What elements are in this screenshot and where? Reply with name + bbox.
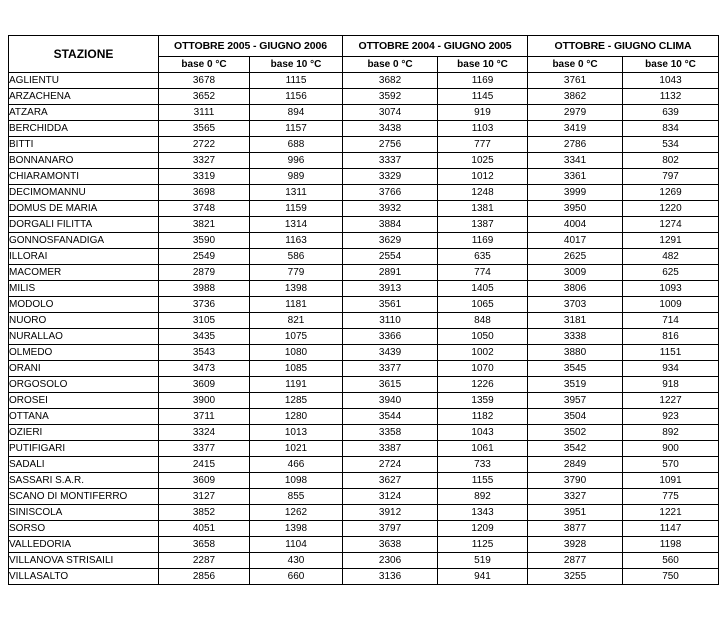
table-row: [9, 553, 719, 569]
value-clima-base10: 802: [623, 153, 719, 169]
table-row: [9, 521, 719, 537]
subheader-clima-base0: base 0 °C: [528, 57, 623, 73]
group-header-2004-2005: OTTOBRE 2004 - GIUGNO 2005: [343, 36, 528, 57]
value-clima-base10: 1198: [623, 537, 719, 553]
station-name-cell: SORSO: [9, 521, 159, 537]
value-2005-2006-base0: 2549: [159, 249, 250, 265]
value-clima-base10: 892: [623, 425, 719, 441]
value-2005-2006-base10: 1262: [250, 505, 343, 521]
value-clima-base0: 3806: [528, 281, 623, 297]
value-clima-base0: 3790: [528, 473, 623, 489]
station-name-cell: OTTANA: [9, 409, 159, 425]
value-2004-2005-base10: 519: [438, 553, 528, 569]
value-2005-2006-base10: 1398: [250, 521, 343, 537]
value-2004-2005-base10: 733: [438, 457, 528, 473]
table-header: [9, 36, 719, 73]
table-row: [9, 185, 719, 201]
station-name-cell: DOMUS DE MARIA: [9, 201, 159, 217]
value-clima-base0: 3950: [528, 201, 623, 217]
station-name-cell: SADALI: [9, 457, 159, 473]
value-2004-2005-base10: 1002: [438, 345, 528, 361]
value-2005-2006-base10: 1013: [250, 425, 343, 441]
value-2004-2005-base0: 3358: [343, 425, 438, 441]
station-name-cell: ILLORAI: [9, 249, 159, 265]
subheader-clima-base10: base 10 °C: [623, 57, 719, 73]
table-row: [9, 169, 719, 185]
station-name-cell: OZIERI: [9, 425, 159, 441]
value-clima-base10: 625: [623, 265, 719, 281]
value-2005-2006-base0: 3736: [159, 297, 250, 313]
station-name-cell: VALLEDORIA: [9, 537, 159, 553]
table-row: [9, 505, 719, 521]
value-2004-2005-base10: 1043: [438, 425, 528, 441]
value-clima-base0: 3761: [528, 73, 623, 89]
value-2005-2006-base10: 1021: [250, 441, 343, 457]
value-2005-2006-base0: 3319: [159, 169, 250, 185]
table-row: [9, 249, 719, 265]
value-clima-base10: 923: [623, 409, 719, 425]
table-row: [9, 409, 719, 425]
table-row: [9, 329, 719, 345]
value-2004-2005-base10: 1405: [438, 281, 528, 297]
value-2004-2005-base10: 635: [438, 249, 528, 265]
value-clima-base0: 3255: [528, 569, 623, 585]
value-clima-base10: 1147: [623, 521, 719, 537]
value-2005-2006-base0: 4051: [159, 521, 250, 537]
table-row: [9, 473, 719, 489]
value-clima-base10: 1269: [623, 185, 719, 201]
value-2005-2006-base10: 1157: [250, 121, 343, 137]
value-clima-base0: 3999: [528, 185, 623, 201]
value-2005-2006-base10: 660: [250, 569, 343, 585]
station-name-cell: VILLASALTO: [9, 569, 159, 585]
value-2004-2005-base0: 3136: [343, 569, 438, 585]
station-name-cell: MACOMER: [9, 265, 159, 281]
station-name-cell: MILIS: [9, 281, 159, 297]
value-2004-2005-base0: 3074: [343, 105, 438, 121]
value-2005-2006-base10: 1280: [250, 409, 343, 425]
value-clima-base0: 3502: [528, 425, 623, 441]
value-clima-base10: 900: [623, 441, 719, 457]
value-clima-base10: 775: [623, 489, 719, 505]
value-clima-base0: 3545: [528, 361, 623, 377]
value-2005-2006-base0: 3324: [159, 425, 250, 441]
value-2005-2006-base0: 3590: [159, 233, 250, 249]
station-name-cell: SASSARI S.A.R.: [9, 473, 159, 489]
table-row: [9, 233, 719, 249]
value-2004-2005-base0: 3913: [343, 281, 438, 297]
value-2004-2005-base10: 1343: [438, 505, 528, 521]
value-2005-2006-base10: 1398: [250, 281, 343, 297]
table-row: [9, 377, 719, 393]
value-clima-base0: 2979: [528, 105, 623, 121]
degree-days-table: [8, 35, 719, 585]
value-2004-2005-base0: 2756: [343, 137, 438, 153]
value-2004-2005-base0: 3627: [343, 473, 438, 489]
value-2005-2006-base0: 3652: [159, 89, 250, 105]
value-2004-2005-base10: 1050: [438, 329, 528, 345]
value-clima-base10: 639: [623, 105, 719, 121]
value-2004-2005-base10: 919: [438, 105, 528, 121]
value-2004-2005-base10: 1155: [438, 473, 528, 489]
value-2004-2005-base10: 1381: [438, 201, 528, 217]
table-row: [9, 313, 719, 329]
value-2004-2005-base10: 1103: [438, 121, 528, 137]
subheader-2004-2005-base10: base 10 °C: [438, 57, 528, 73]
table-row: [9, 569, 719, 585]
value-clima-base0: 3951: [528, 505, 623, 521]
value-2005-2006-base10: 821: [250, 313, 343, 329]
station-column-header: STAZIONE: [9, 36, 159, 73]
value-clima-base0: 3877: [528, 521, 623, 537]
table-row: [9, 425, 719, 441]
value-clima-base0: 2877: [528, 553, 623, 569]
value-2005-2006-base0: 3127: [159, 489, 250, 505]
value-2004-2005-base0: 3797: [343, 521, 438, 537]
value-2004-2005-base10: 1070: [438, 361, 528, 377]
table-row: [9, 73, 719, 89]
value-clima-base10: 714: [623, 313, 719, 329]
value-2005-2006-base10: 989: [250, 169, 343, 185]
value-clima-base10: 482: [623, 249, 719, 265]
value-2004-2005-base0: 3329: [343, 169, 438, 185]
value-2004-2005-base0: 3377: [343, 361, 438, 377]
value-clima-base0: 3327: [528, 489, 623, 505]
value-2004-2005-base0: 3932: [343, 201, 438, 217]
value-clima-base0: 4004: [528, 217, 623, 233]
value-clima-base10: 1220: [623, 201, 719, 217]
station-name-cell: BITTI: [9, 137, 159, 153]
value-clima-base10: 797: [623, 169, 719, 185]
value-clima-base0: 3928: [528, 537, 623, 553]
value-2005-2006-base0: 3473: [159, 361, 250, 377]
value-2005-2006-base0: 2722: [159, 137, 250, 153]
value-clima-base10: 1043: [623, 73, 719, 89]
value-2005-2006-base0: 3748: [159, 201, 250, 217]
value-2005-2006-base0: 3543: [159, 345, 250, 361]
table-row: [9, 153, 719, 169]
value-clima-base0: 2786: [528, 137, 623, 153]
value-2005-2006-base10: 1080: [250, 345, 343, 361]
value-2004-2005-base10: 1025: [438, 153, 528, 169]
value-clima-base10: 834: [623, 121, 719, 137]
value-clima-base10: 1227: [623, 393, 719, 409]
value-2004-2005-base0: 3682: [343, 73, 438, 89]
table-row: [9, 137, 719, 153]
value-clima-base0: 3542: [528, 441, 623, 457]
value-2004-2005-base10: 1145: [438, 89, 528, 105]
value-2004-2005-base0: 3766: [343, 185, 438, 201]
value-clima-base10: 934: [623, 361, 719, 377]
value-2005-2006-base0: 3435: [159, 329, 250, 345]
table-body: [9, 73, 719, 585]
value-clima-base10: 918: [623, 377, 719, 393]
value-2004-2005-base0: 3544: [343, 409, 438, 425]
value-2004-2005-base10: 1387: [438, 217, 528, 233]
table-row: [9, 345, 719, 361]
station-name-cell: BONNANARO: [9, 153, 159, 169]
value-clima-base10: 1091: [623, 473, 719, 489]
table-row: [9, 537, 719, 553]
value-clima-base0: 2625: [528, 249, 623, 265]
table-row: [9, 89, 719, 105]
value-2005-2006-base10: 586: [250, 249, 343, 265]
table-row: [9, 441, 719, 457]
value-clima-base10: 1274: [623, 217, 719, 233]
station-name-cell: NUORO: [9, 313, 159, 329]
value-2004-2005-base0: 2554: [343, 249, 438, 265]
value-2004-2005-base0: 3337: [343, 153, 438, 169]
value-clima-base0: 2849: [528, 457, 623, 473]
value-clima-base10: 816: [623, 329, 719, 345]
station-name-cell: ATZARA: [9, 105, 159, 121]
station-name-cell: SINISCOLA: [9, 505, 159, 521]
value-clima-base0: 3341: [528, 153, 623, 169]
value-2004-2005-base0: 3615: [343, 377, 438, 393]
value-2004-2005-base0: 3638: [343, 537, 438, 553]
group-header-2005-2006: OTTOBRE 2005 - GIUGNO 2006: [159, 36, 343, 57]
value-2004-2005-base0: 3110: [343, 313, 438, 329]
value-2004-2005-base0: 3366: [343, 329, 438, 345]
table-row: [9, 297, 719, 313]
value-2005-2006-base0: 3900: [159, 393, 250, 409]
value-2005-2006-base10: 1181: [250, 297, 343, 313]
value-2005-2006-base0: 2879: [159, 265, 250, 281]
value-2005-2006-base0: 2415: [159, 457, 250, 473]
value-2005-2006-base10: 1163: [250, 233, 343, 249]
value-2005-2006-base10: 430: [250, 553, 343, 569]
station-name-cell: ORANI: [9, 361, 159, 377]
table-row: [9, 121, 719, 137]
value-2005-2006-base0: 3327: [159, 153, 250, 169]
value-clima-base0: 3338: [528, 329, 623, 345]
value-2005-2006-base0: 3609: [159, 377, 250, 393]
station-name-cell: DORGALI FILITTA: [9, 217, 159, 233]
value-2005-2006-base10: 1311: [250, 185, 343, 201]
value-2005-2006-base10: 1285: [250, 393, 343, 409]
station-name-cell: GONNOSFANADIGA: [9, 233, 159, 249]
group-header-clima: OTTOBRE - GIUGNO CLIMA: [528, 36, 719, 57]
value-2004-2005-base0: 3387: [343, 441, 438, 457]
value-2005-2006-base10: 779: [250, 265, 343, 281]
table-row: [9, 265, 719, 281]
subheader-2004-2005-base0: base 0 °C: [343, 57, 438, 73]
station-name-cell: BERCHIDDA: [9, 121, 159, 137]
value-2005-2006-base10: 1191: [250, 377, 343, 393]
value-2005-2006-base0: 2856: [159, 569, 250, 585]
value-2005-2006-base10: 1115: [250, 73, 343, 89]
value-clima-base0: 3009: [528, 265, 623, 281]
table-row: [9, 361, 719, 377]
value-2004-2005-base0: 3912: [343, 505, 438, 521]
value-clima-base10: 1132: [623, 89, 719, 105]
value-2005-2006-base0: 3711: [159, 409, 250, 425]
subheader-2005-2006-base0: base 0 °C: [159, 57, 250, 73]
value-2005-2006-base0: 3852: [159, 505, 250, 521]
value-2005-2006-base10: 466: [250, 457, 343, 473]
station-name-cell: PUTIFIGARI: [9, 441, 159, 457]
station-name-cell: AGLIENTU: [9, 73, 159, 89]
value-2004-2005-base10: 1169: [438, 73, 528, 89]
value-2004-2005-base10: 774: [438, 265, 528, 281]
value-2004-2005-base0: 3629: [343, 233, 438, 249]
value-2005-2006-base0: 3111: [159, 105, 250, 121]
station-name-cell: CHIARAMONTI: [9, 169, 159, 185]
station-name-cell: NURALLAO: [9, 329, 159, 345]
station-name-cell: VILLANOVA STRISAILI: [9, 553, 159, 569]
value-2004-2005-base10: 1226: [438, 377, 528, 393]
value-2004-2005-base10: 1169: [438, 233, 528, 249]
value-2005-2006-base10: 1314: [250, 217, 343, 233]
subheader-2005-2006-base10: base 10 °C: [250, 57, 343, 73]
value-2004-2005-base10: 892: [438, 489, 528, 505]
value-clima-base0: 3880: [528, 345, 623, 361]
value-2005-2006-base0: 3678: [159, 73, 250, 89]
value-2005-2006-base0: 3698: [159, 185, 250, 201]
value-clima-base0: 3361: [528, 169, 623, 185]
value-clima-base10: 1151: [623, 345, 719, 361]
table-row: [9, 201, 719, 217]
value-clima-base10: 560: [623, 553, 719, 569]
station-name-cell: SCANO DI MONTIFERRO: [9, 489, 159, 505]
value-2005-2006-base0: 3105: [159, 313, 250, 329]
value-2004-2005-base0: 2306: [343, 553, 438, 569]
value-2004-2005-base0: 3940: [343, 393, 438, 409]
station-name-cell: ORGOSOLO: [9, 377, 159, 393]
value-2004-2005-base0: 3561: [343, 297, 438, 313]
value-2005-2006-base10: 855: [250, 489, 343, 505]
value-2004-2005-base10: 1359: [438, 393, 528, 409]
value-2005-2006-base0: 3658: [159, 537, 250, 553]
value-2004-2005-base10: 1012: [438, 169, 528, 185]
table-row: [9, 105, 719, 121]
value-2004-2005-base10: 1125: [438, 537, 528, 553]
value-2004-2005-base0: 3884: [343, 217, 438, 233]
value-2005-2006-base10: 1159: [250, 201, 343, 217]
value-clima-base0: 3862: [528, 89, 623, 105]
value-clima-base0: 4017: [528, 233, 623, 249]
value-2004-2005-base10: 1065: [438, 297, 528, 313]
value-2005-2006-base10: 1085: [250, 361, 343, 377]
value-2005-2006-base0: 3821: [159, 217, 250, 233]
value-clima-base0: 3504: [528, 409, 623, 425]
value-2004-2005-base10: 1182: [438, 409, 528, 425]
table-row: [9, 489, 719, 505]
table-row: [9, 217, 719, 233]
value-2004-2005-base10: 848: [438, 313, 528, 329]
value-clima-base10: 750: [623, 569, 719, 585]
table-row: [9, 393, 719, 409]
value-2004-2005-base0: 3438: [343, 121, 438, 137]
value-2004-2005-base0: 2891: [343, 265, 438, 281]
value-clima-base0: 3957: [528, 393, 623, 409]
value-2004-2005-base0: 3439: [343, 345, 438, 361]
value-clima-base10: 1221: [623, 505, 719, 521]
value-2004-2005-base10: 1248: [438, 185, 528, 201]
value-2004-2005-base10: 777: [438, 137, 528, 153]
station-name-cell: OROSEI: [9, 393, 159, 409]
value-2005-2006-base10: 1075: [250, 329, 343, 345]
value-clima-base0: 3419: [528, 121, 623, 137]
value-2004-2005-base0: 3592: [343, 89, 438, 105]
value-clima-base10: 1291: [623, 233, 719, 249]
value-2005-2006-base0: 3609: [159, 473, 250, 489]
value-clima-base0: 3181: [528, 313, 623, 329]
header-row-groups: [9, 36, 719, 57]
value-2005-2006-base10: 894: [250, 105, 343, 121]
value-2004-2005-base10: 941: [438, 569, 528, 585]
station-name-cell: OLMEDO: [9, 345, 159, 361]
value-2005-2006-base10: 996: [250, 153, 343, 169]
value-2004-2005-base0: 3124: [343, 489, 438, 505]
value-2004-2005-base0: 2724: [343, 457, 438, 473]
value-2005-2006-base10: 1156: [250, 89, 343, 105]
value-clima-base10: 1009: [623, 297, 719, 313]
value-clima-base0: 3519: [528, 377, 623, 393]
table-row: [9, 457, 719, 473]
value-2004-2005-base10: 1061: [438, 441, 528, 457]
station-name-cell: MODOLO: [9, 297, 159, 313]
value-clima-base10: 534: [623, 137, 719, 153]
value-2005-2006-base0: 3377: [159, 441, 250, 457]
value-2005-2006-base10: 688: [250, 137, 343, 153]
value-2005-2006-base0: 3565: [159, 121, 250, 137]
value-clima-base10: 1093: [623, 281, 719, 297]
value-clima-base0: 3703: [528, 297, 623, 313]
value-2005-2006-base0: 2287: [159, 553, 250, 569]
table-row: [9, 281, 719, 297]
value-2004-2005-base10: 1209: [438, 521, 528, 537]
value-2005-2006-base10: 1104: [250, 537, 343, 553]
station-name-cell: DECIMOMANNU: [9, 185, 159, 201]
value-2005-2006-base10: 1098: [250, 473, 343, 489]
value-clima-base10: 570: [623, 457, 719, 473]
value-2005-2006-base0: 3988: [159, 281, 250, 297]
station-name-cell: ARZACHENA: [9, 89, 159, 105]
